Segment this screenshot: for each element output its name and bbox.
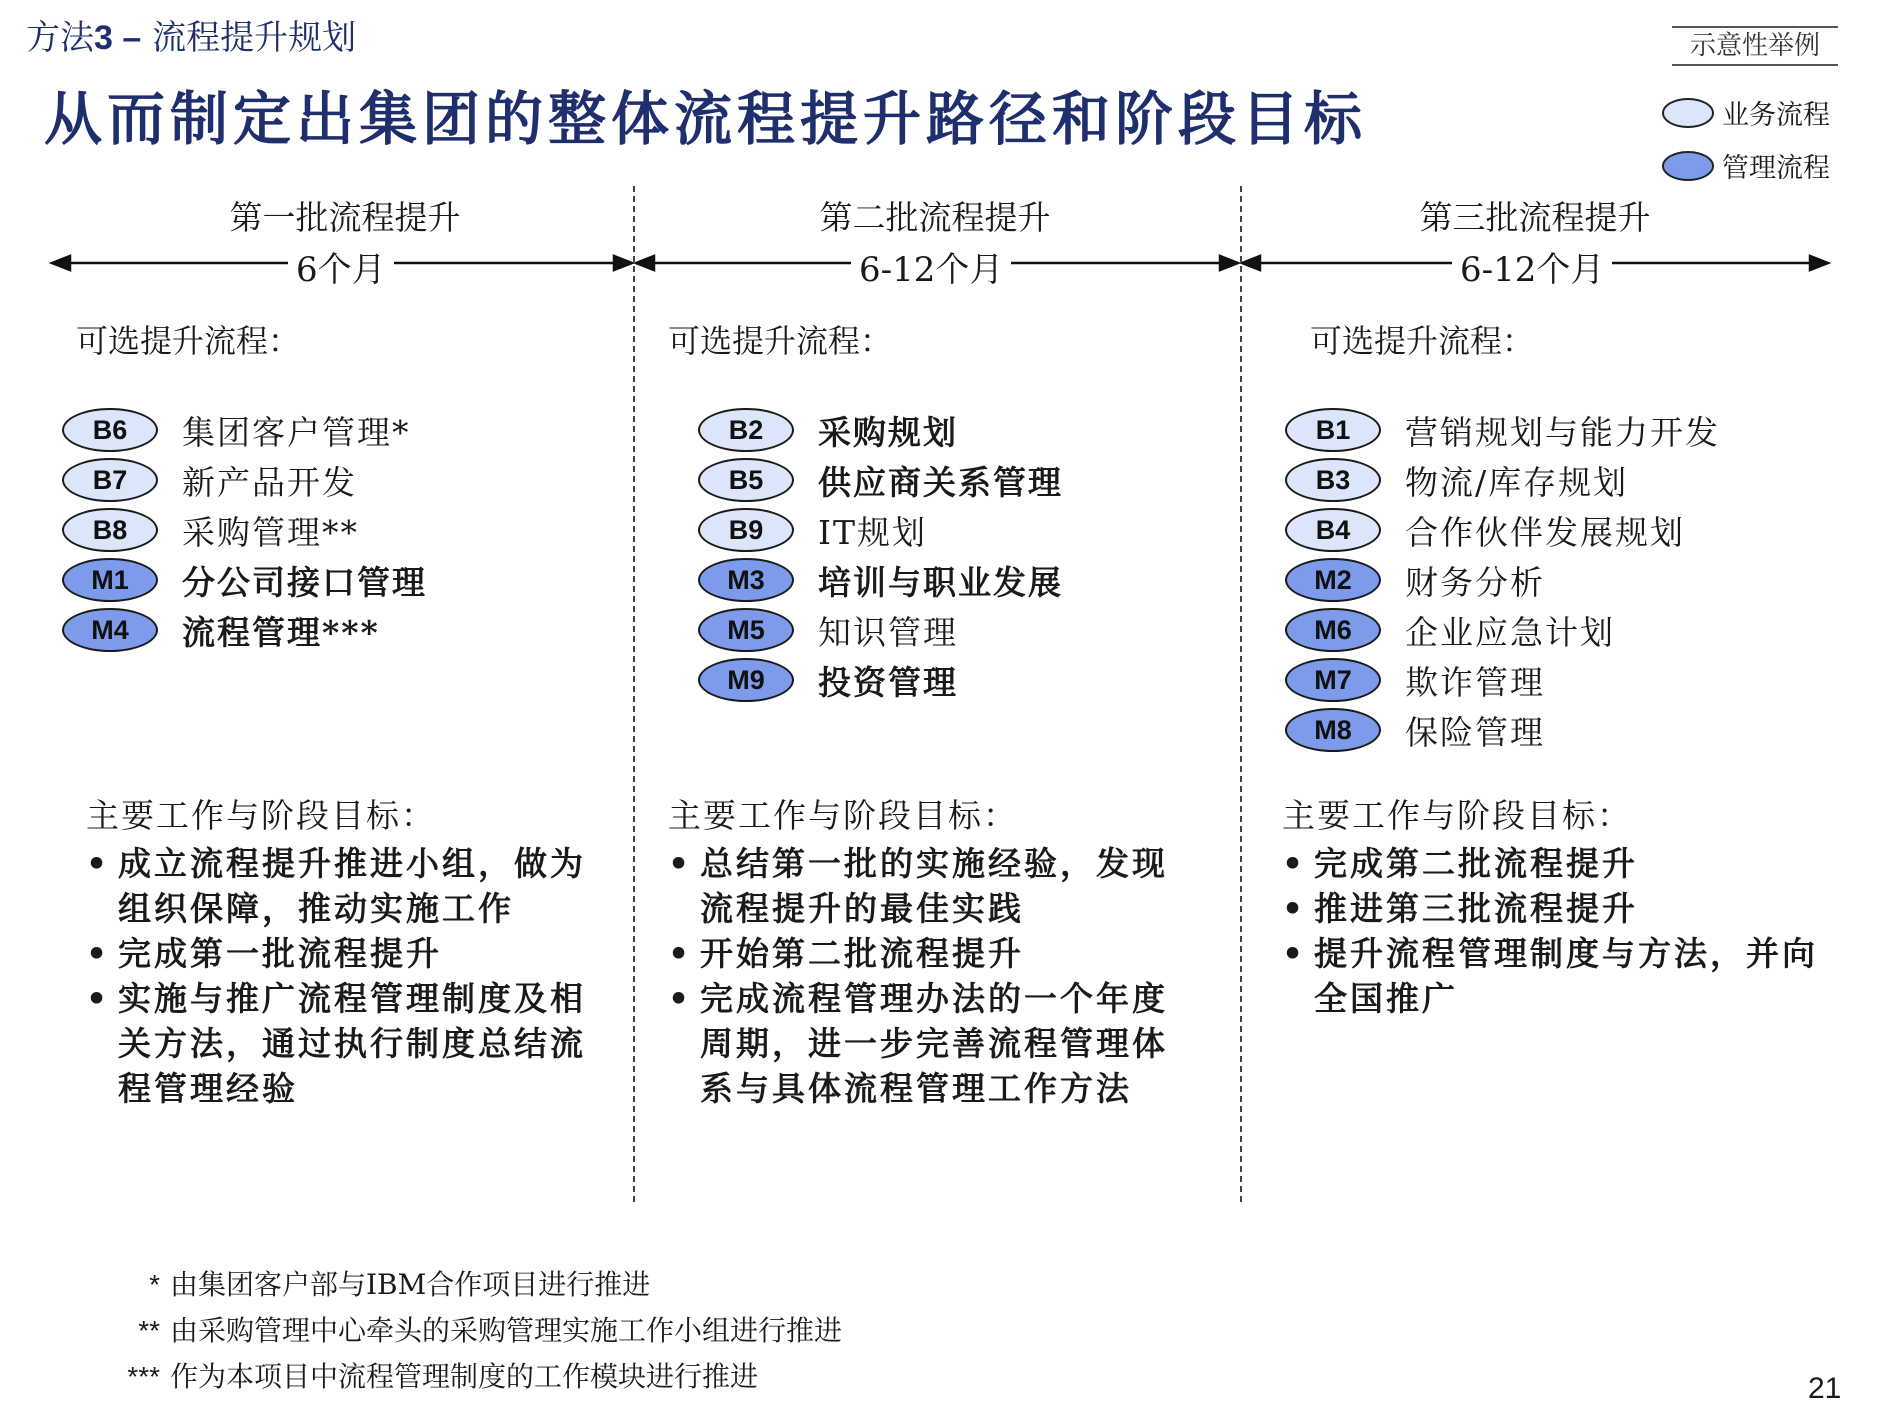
goal-item: • 完成流程管理办法的一个年度周期，进一步完善流程管理体系与具体流程管理工作方法 [668,976,1198,1111]
process-list-phase3 [1285,405,1720,755]
process-code-badge: M8 [1285,708,1381,752]
footnote-mark: * [149,1269,160,1300]
process-name: 知识管理 [818,612,958,652]
goal-item: • 实施与推广流程管理制度及相关方法，通过执行制度总结流程管理经验 [86,976,616,1111]
optional-processes-label: 可选提升流程： [1310,322,1535,360]
goal-item: • 总结第一批的实施经验，发现流程提升的最佳实践 [668,841,1198,931]
legend-item-business [1662,93,1830,132]
goals-label: 主要工作与阶段目标： [1282,796,1632,835]
subtitle-suffix: 流程提升规划 [141,18,357,58]
process-name: 流程管理*** [182,612,380,652]
process-name: 集团客户管理* [182,412,411,452]
process-name: 培训与职业发展 [818,562,1063,602]
phase-duration: 6个月 [288,242,394,291]
process-item [1285,455,1720,505]
goals-section-phase3 [1282,790,1822,1021]
goal-item: • 完成第一批流程提升 [86,931,616,976]
footnote [100,1262,842,1308]
goals-label: 主要工作与阶段目标： [668,796,1018,835]
process-name: 投资管理 [818,662,958,702]
phase-divider [1240,186,1242,1202]
footnotes [100,1262,842,1400]
process-item [1285,555,1720,605]
process-name: 合作伙伴发展规划 [1405,512,1685,552]
page-number: 21 [1808,1372,1842,1405]
goals-list [668,841,1198,1111]
process-name: 营销规划与能力开发 [1405,412,1720,452]
footnote-text: 作为本项目中流程管理制度的工作模块进行推进 [170,1360,759,1393]
process-code-badge: B9 [698,508,794,552]
process-code-badge: M5 [698,608,794,652]
process-item [62,605,427,655]
process-name: 采购规划 [818,412,958,452]
process-code-badge: B8 [62,508,158,552]
legend-label: 管理流程 [1722,153,1830,184]
legend [1662,93,1830,185]
subtitle-number: 3 – [94,19,142,57]
process-item [698,605,1063,655]
process-name: 企业应急计划 [1405,612,1615,652]
process-code-badge: M7 [1285,658,1381,702]
phase-divider [633,186,635,1202]
process-item [698,655,1063,705]
goals-list [1282,841,1822,1021]
process-item [62,405,427,455]
process-list-phase1 [62,405,427,655]
footnote [100,1308,842,1354]
process-item [1285,605,1720,655]
process-code-badge: M9 [698,658,794,702]
process-item [698,555,1063,605]
phase-title: 第二批流程提升 [819,198,1051,237]
footnote-mark: *** [127,1361,160,1392]
process-item [698,405,1063,455]
illustrative-tag: 示意性举例 [1672,26,1838,66]
process-code-badge: B2 [698,408,794,452]
goal-item: • 完成第二批流程提升 [1282,841,1822,886]
process-name: IT规划 [818,512,928,552]
process-name: 分公司接口管理 [182,562,427,602]
process-item [62,505,427,555]
business-swatch-icon [1662,98,1714,128]
phase-title: 第一批流程提升 [229,198,461,237]
optional-processes-label: 可选提升流程： [76,322,301,360]
goals-list [86,841,616,1111]
process-list-phase2 [698,405,1063,705]
process-code-badge: B6 [62,408,158,452]
footnote [100,1354,842,1400]
goals-section-phase1 [86,790,616,1111]
process-code-badge: B7 [62,458,158,502]
process-item [1285,505,1720,555]
process-name: 新产品开发 [182,462,357,502]
footnote-text: 由采购管理中心牵头的采购管理实施工作小组进行推进 [170,1314,843,1347]
legend-label: 业务流程 [1722,100,1830,131]
section-subtitle [26,10,356,59]
process-code-badge: B5 [698,458,794,502]
phase-duration: 6-12个月 [851,242,1011,291]
process-code-badge: M1 [62,558,158,602]
phase-title: 第三批流程提升 [1419,198,1651,237]
process-name: 保险管理 [1405,712,1545,752]
process-code-badge: B4 [1285,508,1381,552]
process-code-badge: B3 [1285,458,1381,502]
goals-section-phase2 [668,790,1198,1111]
process-name: 欺诈管理 [1405,662,1545,702]
goal-item: • 推进第三批流程提升 [1282,886,1822,931]
process-code-badge: M3 [698,558,794,602]
process-item [62,555,427,605]
process-code-badge: B1 [1285,408,1381,452]
goal-item: • 成立流程提升推进小组，做为组织保障，推动实施工作 [86,841,616,931]
goal-item: • 提升流程管理制度与方法，并向全国推广 [1282,931,1822,1021]
process-item [1285,705,1720,755]
process-code-badge: M6 [1285,608,1381,652]
page-title: 从而制定出集团的整体流程提升路径和阶段目标 [44,85,1368,153]
optional-processes-label: 可选提升流程： [668,322,893,360]
legend-item-management [1662,146,1830,185]
process-name: 采购管理** [182,512,359,552]
subtitle-prefix: 方法 [26,18,94,58]
process-item [62,455,427,505]
goals-label: 主要工作与阶段目标： [86,796,436,835]
goal-item: • 开始第二批流程提升 [668,931,1198,976]
phase-duration: 6-12个月 [1452,242,1612,291]
process-code-badge: M2 [1285,558,1381,602]
process-item [698,455,1063,505]
management-swatch-icon [1662,151,1714,181]
footnote-text: 由集团客户部与IBM合作项目进行推进 [170,1268,651,1301]
process-item [1285,655,1720,705]
footnote-mark: ** [138,1315,160,1346]
process-item [698,505,1063,555]
process-name: 供应商关系管理 [818,462,1063,502]
process-code-badge: M4 [62,608,158,652]
process-name: 财务分析 [1405,562,1545,602]
process-item [1285,405,1720,455]
process-name: 物流/库存规划 [1405,462,1629,502]
